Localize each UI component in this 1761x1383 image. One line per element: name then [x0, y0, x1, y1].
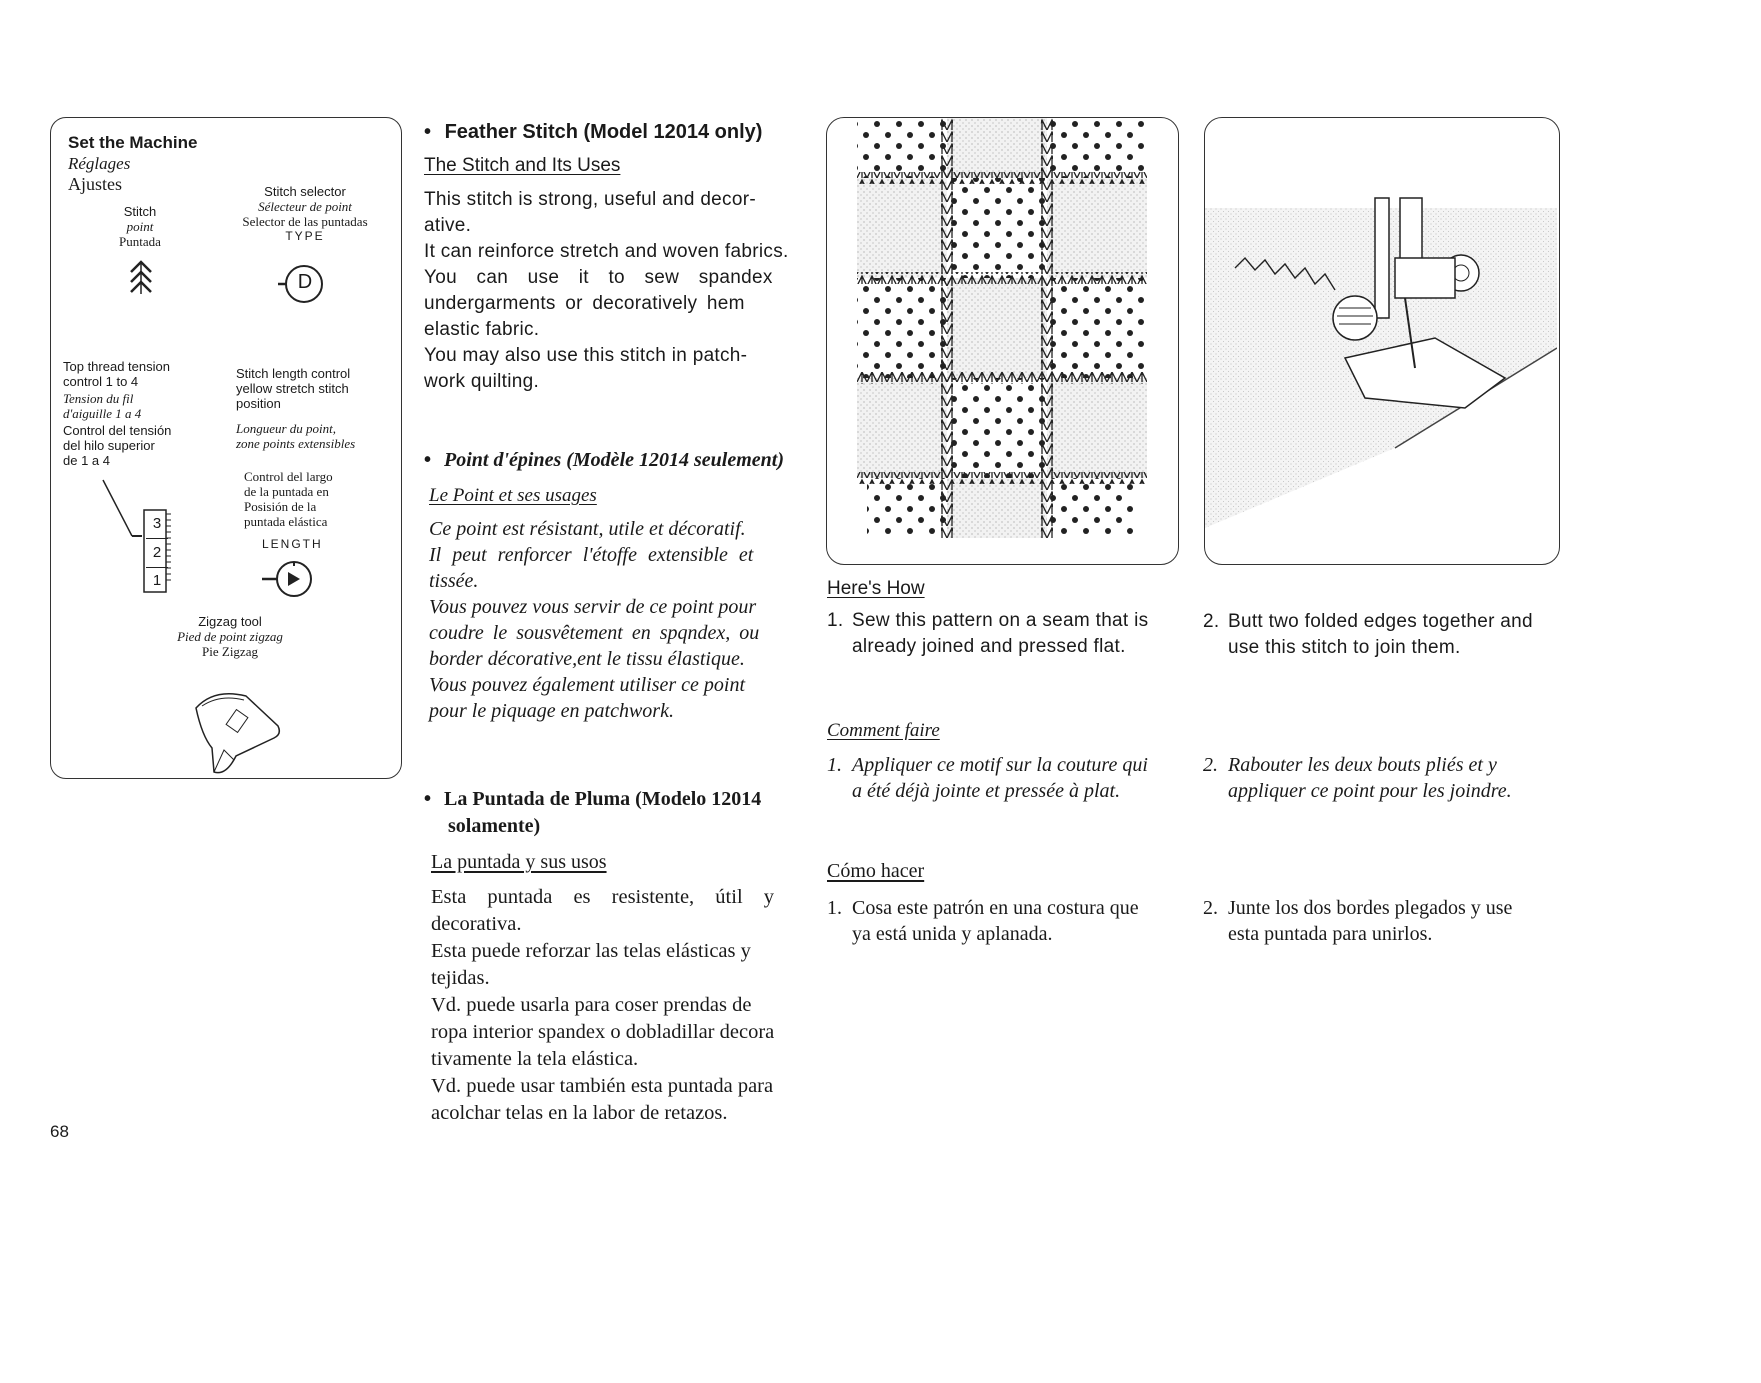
tension-dial-1: 1 — [152, 572, 162, 589]
length-es-2: de la puntada en — [244, 484, 329, 499]
tension-label-group — [63, 359, 171, 468]
tension-en-1: Top thread tension — [63, 359, 170, 374]
stitch-selector-dial — [278, 260, 326, 308]
bullet: • — [424, 788, 432, 810]
how-es-heading: Cómo hacer — [827, 860, 925, 882]
how-es-step-1-b: ya está unida y aplanada. — [852, 923, 1053, 945]
length-fr-2: zone points extensibles — [236, 436, 356, 451]
french-heading-row — [424, 449, 784, 472]
foot-label-group — [130, 614, 330, 659]
how-es-step-2-b: esta puntada para unirlos. — [1228, 923, 1433, 945]
page-number: 68 — [50, 1122, 69, 1141]
tension-fr-2: d'aiguille 1 a 4 — [63, 406, 142, 421]
length-en-1: Stitch length control — [236, 366, 351, 381]
french-body — [429, 516, 809, 724]
tension-es-1: Control del tensión — [63, 423, 172, 438]
how-fr-step-1-a: Appliquer ce motif sur la couture qui — [852, 754, 1148, 776]
length-label: LENGTH — [262, 537, 323, 551]
feather-stitch-icon — [126, 258, 156, 307]
english-subheading: The Stitch and Its Uses — [424, 155, 621, 176]
spanish-line-3: Esta puede reforzar las telas elásticas y — [431, 940, 751, 962]
length-es-4: puntada elástica — [244, 514, 328, 529]
french-heading: Point d'épines (Modèle 12014 seulement) — [444, 449, 784, 471]
how-en-step-2-b: use this stitch to join them. — [1228, 637, 1461, 658]
how-fr-step-2 — [1203, 752, 1563, 802]
zigzag-foot-icon — [190, 686, 290, 776]
spanish-heading-2: solamente) — [448, 815, 541, 837]
how-fr-step-1-num: 1. — [827, 754, 842, 776]
how-fr-step-1 — [827, 752, 1187, 802]
french-line-5: coudre le sousvêtement en spqndex, ou — [429, 622, 760, 644]
bullet: • — [424, 449, 432, 471]
spanish-line-7: tivamente la tela elástica. — [431, 1048, 639, 1070]
settings-title-fr: Réglages — [68, 154, 131, 173]
length-fr-1: Longueur du point, — [236, 421, 337, 436]
patchwork-illustration — [826, 117, 1179, 565]
sewing-foot-illustration — [1204, 117, 1560, 565]
spanish-line-9: acolchar telas en la labor de retazos. — [431, 1102, 728, 1124]
french-line-6: border décorative,ent le tissu élastique. — [429, 648, 745, 670]
how-fr-step-2-b: appliquer ce point pour les joindre. — [1228, 780, 1512, 802]
french-line-2: Il peut renforcer l'étoffe extensible et — [429, 544, 754, 566]
spanish-body — [431, 884, 811, 1127]
tension-dial-2: 2 — [146, 539, 168, 568]
spanish-line-6: ropa interior spandex o dobladillar decora — [431, 1021, 775, 1043]
english-heading: Feather Stitch (Model 12014 only) — [444, 121, 763, 143]
how-es-step-1-num: 1. — [827, 897, 842, 919]
stitch-selector-value: D — [297, 271, 313, 293]
length-es-1: Control del largo — [244, 469, 333, 484]
english-body — [424, 187, 804, 395]
how-en-heading: Here's How — [827, 578, 925, 599]
how-en-step-2-num: 2. — [1203, 611, 1220, 632]
settings-title-en: Set the Machine — [68, 133, 198, 152]
how-en-step-1-a: Sew this pattern on a seam that is — [852, 610, 1149, 631]
how-en-step-1-num: 1. — [827, 610, 844, 631]
english-line-4: You can use it to sew spandex — [424, 267, 773, 288]
stitch-selector-label-group — [210, 184, 400, 243]
spanish-line-5: Vd. puede usarla para coser prendas de — [431, 994, 752, 1016]
tension-dial — [146, 510, 168, 594]
length-es-group — [244, 469, 333, 529]
english-line-1: This stitch is strong, useful and decor- — [424, 189, 756, 210]
how-es-step-2-num: 2. — [1203, 897, 1218, 919]
length-dial — [258, 556, 318, 602]
english-line-3: It can reinforce stretch and woven fabrics. — [424, 241, 789, 262]
spanish-line-2: decorativa. — [431, 913, 522, 935]
stitch-label-en: Stitch — [123, 204, 157, 219]
english-line-6: elastic fabric. — [424, 319, 540, 340]
tension-fr-1: Tension du fil — [63, 391, 134, 406]
how-fr-step-1-b: a été déjà jointe et pressée à plat. — [852, 780, 1121, 802]
english-line-2: ative. — [424, 215, 472, 236]
foot-en: Zigzag tool — [198, 614, 262, 629]
french-line-1: Ce point est résistant, utile et décoratif. — [429, 518, 746, 540]
how-fr-step-2-num: 2. — [1203, 754, 1218, 776]
stitch-label-group — [100, 204, 180, 249]
stitch-label-fr: point — [126, 219, 154, 234]
how-es-step-2 — [1203, 895, 1563, 945]
english-line-7: You may also use this stitch in patch- — [424, 345, 748, 366]
foot-fr: Pied de point zigzag — [177, 629, 283, 644]
settings-title-es: Ajustes — [68, 174, 122, 194]
how-es-step-2-a: Junte los dos bordes plegados y use — [1228, 897, 1513, 919]
spanish-subheading: La puntada y sus usos — [431, 851, 607, 873]
tension-es-3: de 1 a 4 — [63, 453, 110, 468]
type-label: TYPE — [285, 229, 325, 243]
english-line-8: work quilting. — [424, 371, 540, 392]
tension-es-2: del hilo superior — [63, 438, 155, 453]
how-es-step-1 — [827, 895, 1187, 945]
spanish-heading-1: La Puntada de Pluma (Modelo 12014 — [444, 788, 762, 810]
how-es-step-1-a: Cosa este patrón en una costura que — [852, 897, 1139, 919]
french-line-7: Vous pouvez également utiliser ce point — [429, 674, 746, 696]
english-line-5: undergarments or decoratively hem — [424, 293, 745, 314]
spanish-line-1: Esta puntada es resistente, útil y — [431, 886, 775, 908]
french-subheading: Le Point et ses usages — [429, 485, 597, 506]
french-line-4: Vous pouvez vous servir de ce point pour — [429, 596, 757, 618]
how-en-step-1 — [827, 608, 1187, 657]
tension-en-2: control 1 to 4 — [63, 374, 139, 389]
length-en-2: yellow stretch stitch — [236, 381, 349, 396]
how-en-step-2 — [1203, 609, 1563, 658]
length-label-group — [236, 366, 355, 451]
stitch-selector-es: Selector de las puntadas — [242, 214, 368, 229]
length-es-3: Posisión de la — [244, 499, 317, 514]
stitch-selector-fr: Sélecteur de point — [258, 199, 352, 214]
stitch-label-es: Puntada — [119, 234, 161, 249]
tension-dial-3: 3 — [146, 510, 168, 539]
how-en-step-1-b: already joined and pressed flat. — [852, 636, 1126, 657]
spanish-line-8: Vd. puede usar también esta puntada para — [431, 1075, 774, 1097]
how-fr-heading: Comment faire — [827, 720, 940, 741]
french-line-8: pour le piquage en patchwork. — [429, 700, 674, 722]
how-en-step-2-a: Butt two folded edges together and — [1228, 611, 1533, 632]
spanish-heading-row — [424, 788, 761, 811]
english-heading-row — [424, 121, 762, 144]
length-en-3: position — [236, 396, 281, 411]
how-fr-step-2-a: Rabouter les deux bouts pliés et y — [1228, 754, 1497, 776]
foot-es: Pie Zigzag — [202, 644, 258, 659]
spanish-line-4: tejidas. — [431, 967, 490, 989]
bullet: • — [424, 121, 432, 143]
french-line-3: tissée. — [429, 570, 479, 592]
stitch-selector-en: Stitch selector — [264, 184, 346, 199]
